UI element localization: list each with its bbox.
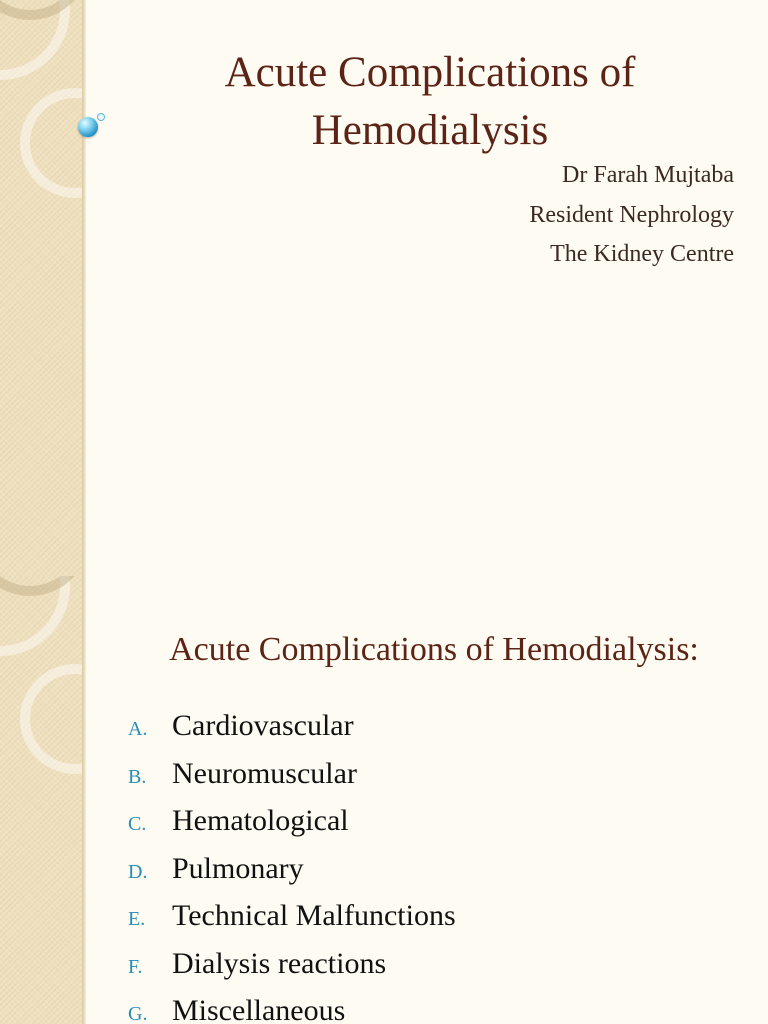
list-item bbox=[128, 750, 456, 798]
list-item-text: Pulmonary bbox=[172, 851, 304, 885]
list-item bbox=[128, 987, 456, 1024]
list-item-text: Miscellaneous bbox=[172, 994, 346, 1024]
small-orb-icon bbox=[97, 113, 105, 121]
sidebar-edge bbox=[82, 0, 86, 576]
presenter-info bbox=[529, 156, 734, 275]
decorative-ring-icon bbox=[20, 88, 84, 198]
decorative-sidebar bbox=[0, 576, 84, 1024]
list-marker: B. bbox=[128, 765, 147, 788]
list-item-text: Cardiovascular bbox=[172, 709, 354, 742]
decorative-ring-icon bbox=[0, 576, 84, 596]
title-line-2: Hemodialysis bbox=[311, 107, 549, 154]
list-marker: D. bbox=[128, 860, 148, 883]
decorative-ring-icon bbox=[20, 664, 84, 774]
complications-list bbox=[128, 702, 456, 1024]
list-item bbox=[128, 702, 456, 750]
list-marker: E. bbox=[128, 908, 146, 930]
list-marker: C. bbox=[128, 813, 147, 835]
list-item-text: Hematological bbox=[172, 804, 349, 837]
presenter-role: Resident Nephrology bbox=[529, 201, 734, 228]
list-item bbox=[128, 940, 456, 988]
list-item bbox=[128, 892, 456, 940]
slide-title bbox=[120, 44, 740, 160]
title-line-1: Acute Complications of bbox=[224, 49, 636, 96]
sidebar-edge bbox=[82, 576, 86, 1024]
blue-orb-icon bbox=[78, 117, 98, 137]
list-item bbox=[128, 797, 456, 845]
presenter-institution: The Kidney Centre bbox=[550, 241, 734, 267]
list-item-text: Neuromuscular bbox=[172, 756, 357, 790]
list-marker: A. bbox=[128, 718, 148, 740]
slide-heading: Acute Complications of Hemodialysis: bbox=[169, 631, 699, 668]
decorative-sidebar bbox=[0, 0, 84, 576]
presenter-name: Dr Farah Mujtaba bbox=[562, 162, 734, 188]
list-item-text: Technical Malfunctions bbox=[172, 899, 456, 932]
list-item bbox=[128, 845, 456, 893]
list-item-text: Dialysis reactions bbox=[172, 946, 387, 980]
list-marker: F. bbox=[128, 955, 143, 978]
list-marker: G. bbox=[128, 1003, 148, 1024]
decorative-ring-icon bbox=[0, 0, 84, 20]
content-slide bbox=[0, 576, 768, 1024]
